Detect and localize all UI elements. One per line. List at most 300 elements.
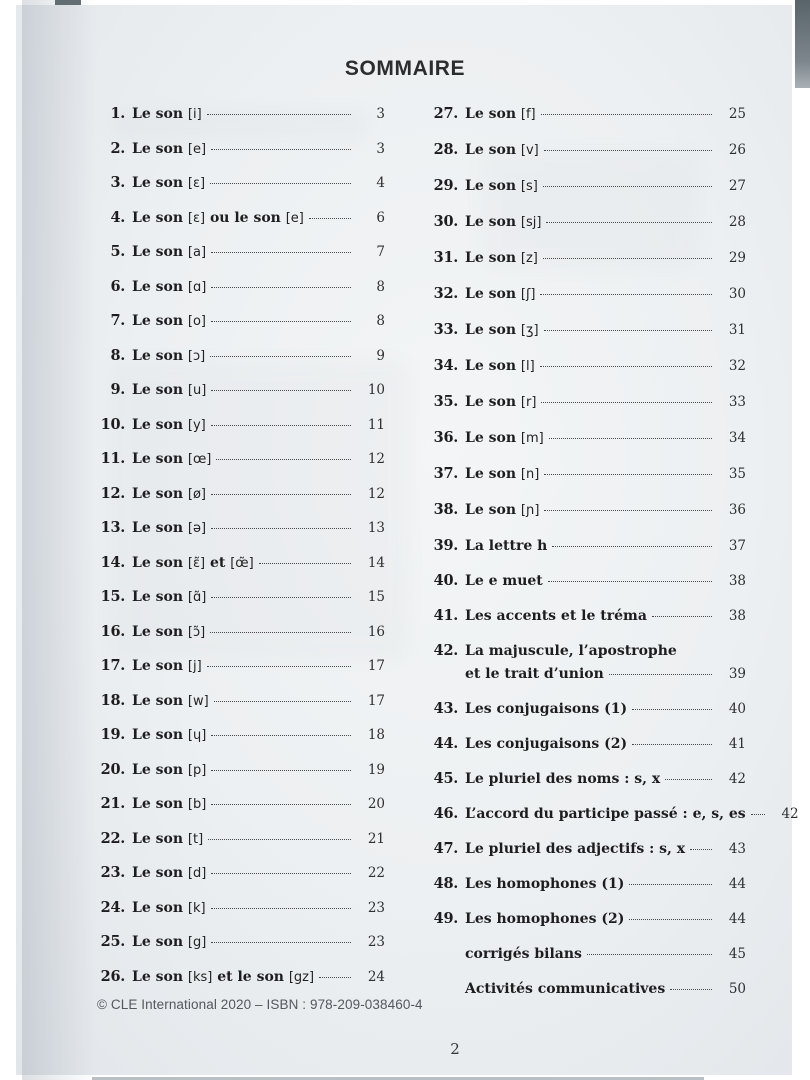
toc-entry: [98, 380, 385, 402]
entry-page-number: 36: [728, 502, 746, 518]
toc-entry: [431, 769, 746, 790]
entry-number: 34.: [433, 357, 458, 374]
toc-entry: [431, 428, 746, 450]
dot-leader: [541, 402, 712, 403]
toc-entry: [431, 571, 746, 592]
entry-page-number: 12: [367, 451, 385, 467]
toc-entry: [98, 242, 385, 264]
dot-leader: [214, 701, 351, 702]
entry-label: La majuscule, l’apostrophe: [465, 643, 677, 659]
ipa-symbol: [ɥ]: [187, 728, 207, 743]
entry-page-number: 31: [728, 322, 746, 338]
toc-entry: [98, 518, 385, 540]
toc-entry: [431, 104, 746, 126]
entry-page-number: 21: [367, 830, 385, 847]
ipa-symbol: [s]: [520, 179, 538, 194]
toc-entry: [98, 656, 385, 678]
entry-label: Le son [ɔ̃]: [132, 623, 206, 640]
dot-leader: [629, 919, 712, 920]
ipa-symbol: [e]: [187, 141, 207, 157]
entry-label: Le son [ʒ]: [465, 322, 539, 338]
entry-page-number: 10: [367, 382, 385, 398]
ipa-symbol: [k]: [187, 900, 206, 916]
entry-number: 30.: [433, 213, 458, 230]
dot-leader: [259, 563, 351, 564]
entry-page-number: 34: [728, 430, 746, 446]
ipa-symbol: [ɛ]: [187, 210, 206, 226]
entry-label: Le son [t]: [132, 830, 204, 847]
entry-label: et le trait d’union: [465, 665, 604, 682]
toc-entry: [98, 104, 385, 126]
entry-page-number: 40: [728, 700, 746, 717]
ipa-symbol: [ɑ̃]: [187, 590, 207, 605]
ipa-symbol: [ɛ]: [187, 176, 206, 191]
entry-number: 15.: [100, 588, 125, 605]
dot-leader: [319, 977, 351, 978]
entry-page-number: 7: [376, 244, 385, 260]
entry-page-number: 33: [728, 394, 746, 410]
dot-leader: [210, 632, 351, 633]
dot-leader: [544, 330, 712, 331]
entry-number: 48.: [433, 874, 458, 892]
entry-number: 47.: [433, 839, 458, 857]
toc-entry: [98, 967, 385, 989]
dot-leader: [629, 884, 712, 885]
entry-number: 33.: [433, 321, 458, 338]
entry-label: Activités communicatives: [465, 980, 666, 997]
entry-number: 17.: [100, 657, 125, 674]
toc-entry: [98, 898, 385, 920]
dot-leader: [652, 616, 712, 617]
entry-label: Le pluriel des noms : s, x: [465, 770, 661, 787]
entry-number: 27.: [433, 105, 458, 122]
entry-label: Le son [ɛ] ou le son [e]: [132, 209, 304, 226]
entry-number: 40.: [433, 572, 458, 589]
dot-leader: [207, 666, 351, 667]
entry-page-number: 22: [367, 865, 385, 881]
entry-number: 28.: [433, 141, 458, 158]
entry-number: 12.: [100, 484, 125, 502]
entry-number: 43.: [433, 699, 458, 717]
entry-number: 45.: [433, 769, 458, 787]
dot-leader: [751, 814, 765, 815]
dot-leader: [609, 674, 712, 675]
toc-entry: [98, 863, 385, 885]
entry-number: 42.: [433, 642, 458, 659]
toc-column-right: [431, 104, 799, 1014]
entry-page-number: 18: [367, 727, 385, 743]
ipa-symbol: [b]: [187, 797, 207, 812]
entry-page-number: 35: [728, 466, 746, 482]
entry-number: 25.: [100, 933, 125, 950]
entry-page-number: 39: [728, 665, 746, 682]
entry-label: Les conjugaisons (2): [465, 735, 628, 752]
entry-label: Le son [f]: [465, 106, 536, 122]
entry-number: 10.: [100, 415, 125, 433]
dot-leader: [670, 989, 712, 990]
toc-entry: [431, 909, 746, 930]
dot-leader: [211, 390, 351, 391]
entry-label: Le son [ɔ]: [132, 347, 206, 364]
entry-label: Le son [n]: [465, 466, 540, 482]
entry-number: 2.: [110, 139, 125, 157]
ipa-symbol: [f]: [520, 107, 536, 122]
toc-entry: [431, 392, 746, 414]
entry-number: 8.: [110, 346, 125, 364]
dot-leader: [211, 804, 351, 805]
entry-label: Le son [b]: [132, 796, 207, 812]
dot-leader: [211, 597, 351, 598]
entry-page-number: 8: [376, 278, 385, 295]
entry-page-number: 4: [376, 175, 385, 191]
entry-page-number: 26: [728, 142, 746, 158]
page-number: 2: [450, 1040, 460, 1058]
entry-page-number: 6: [376, 209, 385, 226]
ipa-symbol: [ʃ]: [520, 287, 536, 302]
toc-entry: [98, 725, 385, 747]
ipa-symbol: [d]: [187, 866, 207, 881]
entry-number: 7.: [110, 312, 125, 329]
dot-leader: [541, 114, 712, 115]
entry-page-number: 45: [728, 945, 746, 962]
entry-page-number: 8: [376, 313, 385, 329]
dot-leader: [211, 321, 351, 322]
entry-label: Le son [œ]: [132, 451, 212, 467]
toc-entry: [431, 212, 746, 234]
entry-number: 44.: [433, 734, 458, 752]
dot-leader: [549, 438, 712, 439]
entry-label: Le son [z]: [465, 250, 538, 266]
toc-entry: [431, 979, 746, 1000]
ipa-symbol: [z]: [520, 251, 538, 266]
entry-label: Le son [a]: [132, 244, 207, 260]
entry-label: Le son [ɛ]: [132, 175, 206, 191]
toc-entry: [431, 464, 746, 486]
entry-page-number: 17: [367, 692, 385, 709]
entry-page-number: 15: [367, 589, 385, 605]
ipa-symbol: [v]: [520, 143, 539, 158]
dot-leader: [587, 954, 712, 955]
entry-page-number: 11: [367, 416, 385, 433]
entry-number: 21.: [100, 795, 125, 812]
dot-leader: [211, 252, 351, 253]
ipa-symbol: [j]: [187, 659, 202, 674]
toc-entry: [98, 553, 385, 575]
entry-page-number: 23: [367, 934, 385, 950]
page-title: SOMMAIRE: [344, 57, 466, 80]
entry-number: 20.: [100, 760, 125, 778]
toc-entry: [98, 587, 385, 609]
toc-entry: [98, 346, 385, 368]
dot-leader: [211, 149, 351, 150]
dot-leader: [544, 474, 712, 475]
entry-page-number: 37: [728, 538, 746, 554]
toc-entry: [98, 484, 385, 506]
dot-leader: [548, 581, 712, 582]
toc-entry: [98, 829, 385, 851]
dot-leader: [309, 218, 351, 219]
entry-number: 9.: [110, 381, 125, 398]
toc-entry-continuation: [431, 664, 746, 685]
ipa-symbol: [ɲ]: [520, 503, 540, 518]
ipa-symbol: [ɔ]: [187, 348, 206, 364]
dot-leader: [543, 258, 712, 259]
ipa-symbol: [ks]: [187, 969, 213, 985]
entry-number: 49.: [433, 909, 458, 927]
entry-label: Le son [v]: [465, 142, 539, 158]
entry-label: Le son [ɛ̃] et [œ̃]: [132, 554, 254, 571]
dot-leader: [211, 528, 351, 529]
entry-label: Le son [k]: [132, 899, 206, 916]
entry-number: 24.: [100, 898, 125, 916]
entry-number: 4.: [110, 208, 125, 226]
entry-page-number: 44: [728, 875, 746, 892]
toc-entry: [98, 932, 385, 954]
ipa-symbol: [sj]: [520, 215, 542, 230]
toc-entry: [431, 699, 746, 720]
toc-entry: [431, 284, 746, 306]
entry-number: 35.: [433, 393, 458, 410]
entry-page-number: 42: [728, 770, 746, 787]
entry-number: 32.: [433, 285, 458, 302]
ipa-symbol: [y]: [187, 417, 206, 433]
toc-entry: [431, 804, 799, 825]
dot-leader: [216, 459, 351, 460]
entry-label: Le e muet: [465, 573, 543, 589]
entry-label: Le son [y]: [132, 416, 206, 433]
entry-page-number: 50: [728, 980, 746, 997]
toc-entry: [431, 356, 746, 378]
dot-leader: [544, 510, 712, 511]
toc-entry: [431, 734, 746, 755]
dot-leader: [211, 287, 351, 288]
entry-label: Le son [u]: [132, 382, 207, 398]
dot-leader: [211, 425, 351, 426]
dot-leader: [544, 150, 712, 151]
entry-page-number: 27: [728, 178, 746, 194]
dot-leader: [211, 494, 351, 495]
entry-label: Le son [ə]: [132, 520, 207, 536]
entry-label: Le son [e]: [132, 140, 207, 157]
ipa-symbol: [ɔ̃]: [187, 624, 206, 640]
ipa-symbol: [w]: [187, 693, 209, 709]
table-of-contents: [98, 104, 799, 1014]
entry-label: Le son [s]: [465, 178, 538, 194]
entry-label: Le son [ɲ]: [465, 502, 540, 518]
ipa-symbol: [œ]: [187, 452, 212, 467]
entry-label: Le son [i]: [132, 106, 202, 122]
dot-leader: [540, 294, 712, 295]
entry-page-number: 20: [367, 796, 385, 812]
entry-label: Les accents et le tréma: [465, 608, 647, 624]
dot-leader: [552, 546, 712, 547]
entry-page-number: 3: [376, 140, 385, 157]
ipa-symbol: [u]: [187, 383, 207, 398]
ipa-symbol: [ʒ]: [520, 323, 539, 338]
toc-entry: [98, 311, 385, 333]
ipa-symbol: [i]: [187, 107, 202, 122]
entry-number: 1.: [110, 105, 125, 122]
entry-label: Le son [g]: [132, 934, 207, 950]
entry-page-number: 38: [728, 573, 746, 589]
entry-label: La lettre h: [465, 538, 548, 554]
dot-leader: [211, 908, 351, 909]
toc-entry: [98, 208, 385, 230]
toc-entry: [431, 641, 746, 662]
dot-leader: [210, 356, 351, 357]
entry-number: 14.: [100, 553, 125, 571]
entry-number: 22.: [100, 829, 125, 847]
entry-page-number: 25: [728, 106, 746, 122]
entry-label: Le son [ʃ]: [465, 286, 536, 302]
ipa-symbol: [e]: [285, 210, 304, 226]
entry-number: 23.: [100, 864, 125, 881]
entry-page-number: 24: [367, 968, 385, 985]
entry-label: Le son [ɑ]: [132, 278, 207, 295]
entry-label: Le son [ks] et le son [gz]: [132, 968, 315, 985]
entry-label: Le son [j]: [132, 658, 202, 674]
ipa-symbol: [ə]: [187, 521, 207, 536]
toc-entry: [431, 320, 746, 342]
entry-number: 36.: [433, 429, 458, 446]
dot-leader: [546, 222, 712, 223]
entry-number: 19.: [100, 726, 125, 743]
dot-leader: [540, 366, 712, 367]
entry-number: 29.: [433, 177, 458, 194]
entry-number: 38.: [433, 501, 458, 518]
entry-number: 31.: [433, 249, 458, 266]
toc-entry: [98, 622, 385, 644]
ipa-symbol: [a]: [187, 245, 207, 260]
ipa-symbol: [ɛ̃]: [187, 555, 206, 571]
entry-page-number: 19: [367, 761, 385, 778]
ipa-symbol: [gz]: [288, 969, 315, 985]
ipa-symbol: [t]: [187, 831, 204, 847]
entry-page-number: 16: [367, 623, 385, 640]
entry-label: Le son [ø]: [132, 485, 207, 502]
entry-label: Les homophones (1): [465, 875, 625, 892]
toc-entry: [431, 500, 746, 522]
entry-label: Le pluriel des adjectifs : s, x: [465, 840, 686, 857]
entry-page-number: 44: [728, 910, 746, 927]
dot-leader: [543, 186, 712, 187]
toc-entry: [431, 176, 746, 198]
dot-leader: [211, 735, 351, 736]
entry-label: L’accord du participe passé : e, s, es: [465, 805, 746, 822]
toc-entry: [98, 415, 385, 437]
toc-entry: [98, 173, 385, 195]
entry-number: 5.: [110, 243, 125, 260]
ipa-symbol: [r]: [520, 395, 537, 410]
dot-leader: [690, 849, 712, 850]
toc-entry: [98, 277, 385, 299]
toc-entry: [98, 139, 385, 161]
toc-entry: [431, 536, 746, 557]
entry-number: 6.: [110, 277, 125, 295]
entry-label: Le son [sj]: [465, 214, 542, 230]
entry-page-number: 12: [367, 485, 385, 502]
dot-leader: [211, 873, 351, 874]
entry-page-number: 23: [367, 899, 385, 916]
entry-page-number: 9: [376, 347, 385, 364]
dot-leader: [665, 779, 712, 780]
entry-page-number: 30: [728, 286, 746, 302]
dot-leader: [211, 770, 351, 771]
ipa-symbol: [p]: [187, 762, 207, 778]
page-gutter-shadow: [22, 0, 96, 1080]
entry-label: Le son [d]: [132, 865, 207, 881]
toc-entry: [431, 248, 746, 270]
entry-label: Le son [w]: [132, 692, 209, 709]
toc-entry: [98, 760, 385, 782]
toc-entry: [98, 449, 385, 471]
entry-page-number: 29: [728, 250, 746, 266]
entry-label: Les homophones (2): [465, 910, 625, 927]
dot-leader: [632, 744, 712, 745]
entry-label: Le son [m]: [465, 430, 544, 446]
entry-number: 13.: [100, 519, 125, 536]
entry-label: Le son [o]: [132, 313, 207, 329]
dot-leader: [211, 942, 351, 943]
entry-page-number: 43: [728, 840, 746, 857]
entry-page-number: 41: [728, 735, 746, 752]
ipa-symbol: [ɑ]: [187, 279, 207, 295]
toc-column-left: [98, 104, 385, 1014]
entry-label: Le son [r]: [465, 394, 537, 410]
toc-entry: [431, 839, 746, 860]
entry-number: 46.: [433, 804, 458, 822]
toc-entry: [98, 794, 385, 816]
entry-label: Le son [ɥ]: [132, 727, 207, 743]
toc-entry: [98, 691, 385, 713]
entry-number: 37.: [433, 465, 458, 482]
copyright-isbn-line: © CLE International 2020 – ISBN : 978-209-038460-4: [97, 997, 423, 1012]
entry-label: Le son [ɑ̃]: [132, 589, 207, 605]
ipa-symbol: [l]: [520, 359, 535, 374]
ipa-symbol: [o]: [187, 314, 207, 329]
entry-number: 11.: [100, 450, 125, 467]
entry-page-number: 32: [728, 358, 746, 374]
dot-leader: [210, 183, 351, 184]
dot-leader: [207, 114, 351, 115]
dot-leader: [632, 709, 712, 710]
entry-label: Le son [p]: [132, 761, 207, 778]
scan-edge-artifact: [55, 0, 81, 5]
entry-number: 41.: [433, 607, 458, 624]
dot-leader: [208, 839, 351, 840]
toc-entry: [431, 874, 746, 895]
ipa-symbol: [n]: [520, 467, 540, 482]
entry-page-number: 28: [728, 214, 746, 230]
toc-entry: [431, 606, 746, 627]
entry-number: 3.: [110, 174, 125, 191]
entry-page-number: 17: [367, 658, 385, 674]
entry-page-number: 38: [728, 608, 746, 624]
entry-number: 18.: [100, 691, 125, 709]
entry-page-number: 42: [781, 805, 799, 822]
toc-entry: [431, 944, 746, 965]
ipa-symbol: [ø]: [187, 486, 207, 502]
entry-number: 26.: [100, 967, 125, 985]
entry-label: Le son [l]: [465, 358, 535, 374]
ipa-symbol: [g]: [187, 935, 207, 950]
toc-entry: [431, 140, 746, 162]
entry-page-number: 14: [367, 554, 385, 571]
ipa-symbol: [m]: [520, 431, 544, 446]
entry-number: 39.: [433, 537, 458, 554]
entry-label: Les conjugaisons (1): [465, 700, 628, 717]
entry-number: 16.: [100, 622, 125, 640]
